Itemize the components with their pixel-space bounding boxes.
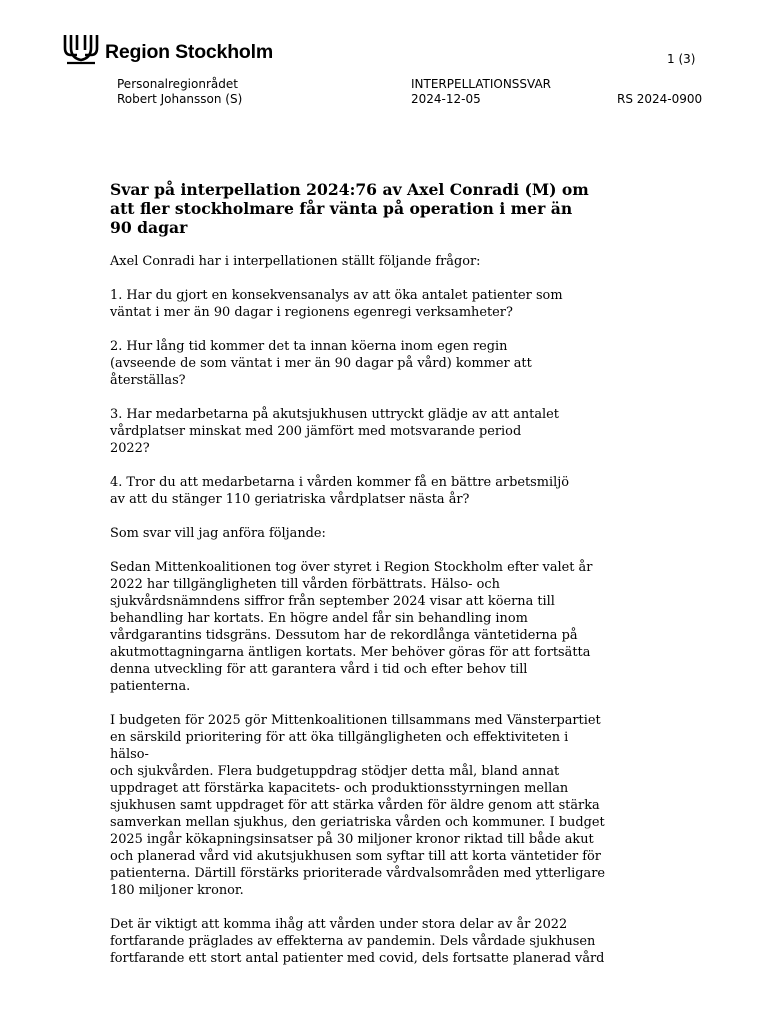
logo-text: Region Stockholm [105,40,273,63]
answer-paragraph-3: Det är viktigt att komma ihåg att vården under stora delar av år 2022 fortfarande präglades av effekterna av pandemin. Dels vårdade sjukhusen fortfarande ett stort antal patienter med covid, dels fortsatte planerad vård [110,917,605,966]
sender-name: Robert Johansson (S) [117,92,243,106]
answer-paragraph-2: I budgeten för 2025 gör Mittenkoalitionen tillsammans med Vänsterpartiet en särskild prioritering för att öka tillgängligheten och effektiviteten i hälso- och sjukvården. Flera budgetuppdrag stödjer detta mål, bland annat uppdraget att förstärka kapacitets- och produktionsstyrningen mellan sjukhusen samt uppdraget för att stärka vården för äldre genom att stärka samverkan mellan sjukhus, den geriatriska vården och kommuner. I budget 2025 ingår kökapningsinsatser på 30 miljoner kronor riktad till både akut och planerad vård vid akutsjukhusen som syftar till att korta väntetider för patienterna. Därtill förstärks prioriterade vårdvalsområden med ytterligare 180 miljoner kronor. [110,713,606,898]
answer-intro: Som svar vill jag anföra följande: [110,526,326,541]
document-title [110,180,630,237]
document-info-block [411,77,551,107]
region-stockholm-logo-icon [62,33,100,65]
document-date: 2024-12-05 [411,92,481,106]
paragraph-intro: Axel Conradi har i interpellationen ställt följande frågor: [110,254,481,269]
region-stockholm-logo [62,33,273,65]
document-body [110,253,610,984]
document-title-text: Svar på interpellation 2024:76 av Axel Conradi (M) om att fler stockholmare får vänta på operation i mer än 90 dagar [110,180,589,237]
reference-block [617,92,702,107]
question-4: 4. Tror du att medarbetarna i vården kommer få en bättre arbetsmiljö av att du stänger 110 geriatriska vårdplatser nästa år? [110,475,569,507]
reference-number: RS 2024-0900 [617,92,703,106]
question-3: 3. Har medarbetarna på akutsjukhusen uttryckt glädje av att antalet vårdplatser minskat med 200 jämfört med motsvarande period 2022? [110,407,559,456]
page-number: 1 (3) [667,52,696,66]
sender-block [117,77,242,107]
question-2: 2. Hur lång tid kommer det ta innan köerna inom egen regin (avseende de som väntat i mer än 90 dagar på vård) kommer att återställas? [110,339,532,388]
question-1: 1. Har du gjort en konsekvensanalys av att öka antalet patienter som väntat i mer än 90 dagar i regionens egenregi verksamheter? [110,288,563,320]
sender-unit: Personalregionrådet [117,77,238,91]
answer-paragraph-1: Sedan Mittenkoalitionen tog över styret i Region Stockholm efter valet år 2022 har tillgängligheten till vården förbättrats. Hälso- och sjukvårdsnämndens siffror från september 2024 visar att köerna till behandling har kortats. En högre andel får sin behandling inom vårdgarantins tidsgräns. Dessutom har de rekordlånga väntetiderna på akutmottagningarna äntligen kortats. Mer behöver göras för att fortsätta denna utveckling för att garantera vård i tid och efter behov till patienterna. [110,560,593,694]
document-type: INTERPELLATIONSSVAR [411,77,552,91]
